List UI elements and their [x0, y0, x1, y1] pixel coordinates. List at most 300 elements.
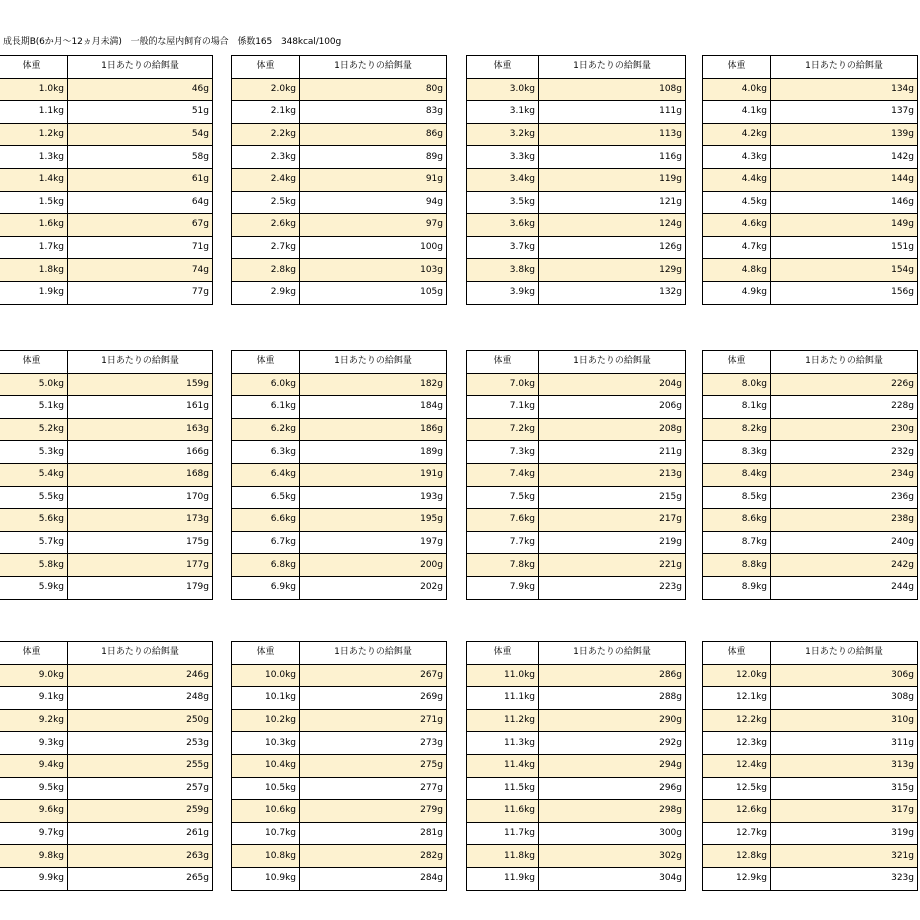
table-row: [703, 259, 918, 282]
weight-cell: 8.4kg: [703, 463, 771, 486]
weight-cell: 11.3kg: [467, 732, 539, 755]
amount-cell: 142g: [771, 146, 918, 169]
table-row: [703, 867, 918, 890]
weight-cell: 8.5kg: [703, 486, 771, 509]
feeding-table: [0, 55, 213, 305]
amount-cell: 279g: [300, 800, 447, 823]
table-row: [0, 687, 213, 710]
amount-cell: 200g: [300, 554, 447, 577]
table-row: [703, 554, 918, 577]
table-row: [0, 214, 213, 237]
weight-header: 体重: [232, 642, 300, 665]
amount-cell: 151g: [771, 236, 918, 259]
table-row: [703, 373, 918, 396]
weight-cell: 12.9kg: [703, 867, 771, 890]
amount-cell: 74g: [68, 259, 213, 282]
weight-cell: 7.0kg: [467, 373, 539, 396]
feeding-table: [466, 641, 686, 891]
amount-cell: 236g: [771, 486, 918, 509]
table-row: [467, 441, 686, 464]
table-row: [703, 191, 918, 214]
amount-cell: 105g: [300, 281, 447, 304]
amount-cell: 311g: [771, 732, 918, 755]
table-row: [0, 732, 213, 755]
table-row: [232, 554, 447, 577]
weight-cell: 5.3kg: [0, 441, 68, 464]
weight-cell: 2.2kg: [232, 123, 300, 146]
amount-cell: 323g: [771, 867, 918, 890]
feeding-table: [231, 55, 447, 305]
table-row: [232, 486, 447, 509]
table-row: [703, 531, 918, 554]
weight-cell: 3.0kg: [467, 78, 539, 101]
amount-cell: 313g: [771, 754, 918, 777]
weight-cell: 3.2kg: [467, 123, 539, 146]
amount-cell: 223g: [539, 576, 686, 599]
table-row: [703, 664, 918, 687]
amount-cell: 321g: [771, 845, 918, 868]
page-title: 成長期B(6か月～12ヵ月未満) 一般的な屋内飼育の場合 係数165 348kcal/100g: [3, 37, 342, 47]
amount-cell: 111g: [539, 101, 686, 124]
table-row: [467, 281, 686, 304]
table-row: [232, 664, 447, 687]
table-row: [232, 441, 447, 464]
weight-header: 体重: [467, 642, 539, 665]
amount-cell: 193g: [300, 486, 447, 509]
table-row: [232, 822, 447, 845]
weight-cell: 10.6kg: [232, 800, 300, 823]
table-row: [703, 281, 918, 304]
weight-cell: 8.2kg: [703, 418, 771, 441]
weight-header: 体重: [0, 642, 68, 665]
weight-cell: 6.2kg: [232, 418, 300, 441]
table-row: [0, 396, 213, 419]
amount-header: 1日あたりの給餌量: [771, 351, 918, 374]
table-row: [232, 101, 447, 124]
weight-cell: 8.8kg: [703, 554, 771, 577]
amount-header: 1日あたりの給餌量: [771, 56, 918, 79]
amount-cell: 154g: [771, 259, 918, 282]
table-row: [0, 78, 213, 101]
weight-cell: 5.7kg: [0, 531, 68, 554]
weight-cell: 8.3kg: [703, 441, 771, 464]
weight-cell: 9.7kg: [0, 822, 68, 845]
weight-cell: 5.8kg: [0, 554, 68, 577]
weight-cell: 4.9kg: [703, 281, 771, 304]
feeding-table: [702, 350, 918, 600]
amount-cell: 179g: [68, 576, 213, 599]
table-row: [467, 754, 686, 777]
amount-cell: 137g: [771, 101, 918, 124]
table-row: [467, 554, 686, 577]
table-row: [0, 709, 213, 732]
table-row: [0, 822, 213, 845]
table-row: [467, 373, 686, 396]
weight-cell: 11.6kg: [467, 800, 539, 823]
weight-cell: 9.8kg: [0, 845, 68, 868]
amount-cell: 126g: [539, 236, 686, 259]
table-row: [467, 576, 686, 599]
amount-cell: 197g: [300, 531, 447, 554]
table-row: [232, 373, 447, 396]
weight-cell: 2.6kg: [232, 214, 300, 237]
amount-cell: 184g: [300, 396, 447, 419]
amount-cell: 170g: [68, 486, 213, 509]
weight-cell: 4.0kg: [703, 78, 771, 101]
feeding-table: [231, 350, 447, 600]
weight-cell: 1.8kg: [0, 259, 68, 282]
amount-cell: 97g: [300, 214, 447, 237]
amount-cell: 177g: [68, 554, 213, 577]
table-row: [232, 168, 447, 191]
weight-cell: 1.5kg: [0, 191, 68, 214]
amount-cell: 281g: [300, 822, 447, 845]
feeding-table: [0, 641, 213, 891]
amount-cell: 221g: [539, 554, 686, 577]
amount-cell: 271g: [300, 709, 447, 732]
weight-cell: 3.8kg: [467, 259, 539, 282]
weight-cell: 6.8kg: [232, 554, 300, 577]
amount-cell: 71g: [68, 236, 213, 259]
amount-cell: 168g: [68, 463, 213, 486]
table-row: [232, 396, 447, 419]
amount-cell: 238g: [771, 509, 918, 532]
feeding-table: [231, 641, 447, 891]
amount-cell: 310g: [771, 709, 918, 732]
table-row: [703, 754, 918, 777]
weight-cell: 6.1kg: [232, 396, 300, 419]
amount-header: 1日あたりの給餌量: [771, 642, 918, 665]
weight-cell: 10.5kg: [232, 777, 300, 800]
amount-cell: 226g: [771, 373, 918, 396]
table-row: [703, 236, 918, 259]
weight-cell: 9.4kg: [0, 754, 68, 777]
amount-cell: 166g: [68, 441, 213, 464]
amount-cell: 308g: [771, 687, 918, 710]
amount-cell: 265g: [68, 867, 213, 890]
weight-cell: 9.0kg: [0, 664, 68, 687]
weight-header: 体重: [703, 56, 771, 79]
amount-cell: 182g: [300, 373, 447, 396]
weight-cell: 6.3kg: [232, 441, 300, 464]
table-row: [232, 146, 447, 169]
table-row: [467, 845, 686, 868]
amount-cell: 149g: [771, 214, 918, 237]
table-row: [467, 867, 686, 890]
amount-cell: 189g: [300, 441, 447, 464]
weight-cell: 4.8kg: [703, 259, 771, 282]
table-row: [703, 441, 918, 464]
table-row: [467, 259, 686, 282]
table-row: [0, 101, 213, 124]
amount-cell: 250g: [68, 709, 213, 732]
weight-cell: 7.2kg: [467, 418, 539, 441]
amount-cell: 248g: [68, 687, 213, 710]
table-row: [0, 554, 213, 577]
amount-cell: 282g: [300, 845, 447, 868]
weight-cell: 7.8kg: [467, 554, 539, 577]
amount-cell: 298g: [539, 800, 686, 823]
table-row: [467, 800, 686, 823]
amount-cell: 103g: [300, 259, 447, 282]
weight-cell: 7.1kg: [467, 396, 539, 419]
amount-cell: 304g: [539, 867, 686, 890]
weight-cell: 12.2kg: [703, 709, 771, 732]
amount-cell: 195g: [300, 509, 447, 532]
table-row: [0, 441, 213, 464]
amount-cell: 124g: [539, 214, 686, 237]
weight-cell: 6.4kg: [232, 463, 300, 486]
amount-cell: 129g: [539, 259, 686, 282]
feeding-table: [466, 55, 686, 305]
weight-cell: 6.0kg: [232, 373, 300, 396]
weight-cell: 10.3kg: [232, 732, 300, 755]
weight-cell: 4.4kg: [703, 168, 771, 191]
weight-cell: 8.7kg: [703, 531, 771, 554]
table-row: [467, 236, 686, 259]
table-row: [232, 259, 447, 282]
weight-cell: 1.6kg: [0, 214, 68, 237]
weight-cell: 7.3kg: [467, 441, 539, 464]
amount-cell: 58g: [68, 146, 213, 169]
weight-cell: 1.9kg: [0, 281, 68, 304]
table-row: [0, 664, 213, 687]
amount-cell: 202g: [300, 576, 447, 599]
weight-cell: 3.9kg: [467, 281, 539, 304]
amount-cell: 228g: [771, 396, 918, 419]
weight-cell: 11.9kg: [467, 867, 539, 890]
weight-cell: 5.1kg: [0, 396, 68, 419]
weight-cell: 5.0kg: [0, 373, 68, 396]
table-row: [703, 214, 918, 237]
table-row: [232, 123, 447, 146]
amount-cell: 206g: [539, 396, 686, 419]
weight-cell: 9.9kg: [0, 867, 68, 890]
weight-cell: 1.3kg: [0, 146, 68, 169]
weight-cell: 1.1kg: [0, 101, 68, 124]
table-row: [0, 800, 213, 823]
table-row: [232, 78, 447, 101]
table-row: [467, 214, 686, 237]
amount-cell: 204g: [539, 373, 686, 396]
amount-header: 1日あたりの給餌量: [68, 642, 213, 665]
table-row: [232, 214, 447, 237]
amount-header: 1日あたりの給餌量: [68, 56, 213, 79]
amount-cell: 67g: [68, 214, 213, 237]
weight-cell: 2.9kg: [232, 281, 300, 304]
weight-cell: 3.7kg: [467, 236, 539, 259]
weight-cell: 9.3kg: [0, 732, 68, 755]
amount-cell: 302g: [539, 845, 686, 868]
table-row: [467, 191, 686, 214]
amount-cell: 257g: [68, 777, 213, 800]
amount-cell: 146g: [771, 191, 918, 214]
table-row: [467, 463, 686, 486]
weight-cell: 12.1kg: [703, 687, 771, 710]
feeding-table: [702, 55, 918, 305]
table-row: [0, 486, 213, 509]
weight-cell: 11.1kg: [467, 687, 539, 710]
table-row: [703, 777, 918, 800]
weight-cell: 12.5kg: [703, 777, 771, 800]
weight-cell: 10.9kg: [232, 867, 300, 890]
weight-cell: 10.8kg: [232, 845, 300, 868]
table-row: [0, 845, 213, 868]
table-row: [232, 845, 447, 868]
table-row: [703, 123, 918, 146]
amount-cell: 175g: [68, 531, 213, 554]
weight-cell: 4.6kg: [703, 214, 771, 237]
table-row: [0, 259, 213, 282]
weight-cell: 12.8kg: [703, 845, 771, 868]
amount-cell: 261g: [68, 822, 213, 845]
table-row: [467, 732, 686, 755]
amount-cell: 213g: [539, 463, 686, 486]
table-row: [467, 822, 686, 845]
amount-cell: 89g: [300, 146, 447, 169]
weight-cell: 4.1kg: [703, 101, 771, 124]
amount-cell: 286g: [539, 664, 686, 687]
amount-cell: 91g: [300, 168, 447, 191]
amount-cell: 253g: [68, 732, 213, 755]
amount-header: 1日あたりの給餌量: [539, 56, 686, 79]
weight-cell: 2.4kg: [232, 168, 300, 191]
weight-cell: 5.4kg: [0, 463, 68, 486]
weight-cell: 8.9kg: [703, 576, 771, 599]
amount-cell: 259g: [68, 800, 213, 823]
weight-cell: 5.6kg: [0, 509, 68, 532]
table-row: [467, 531, 686, 554]
amount-cell: 246g: [68, 664, 213, 687]
amount-cell: 263g: [68, 845, 213, 868]
weight-cell: 8.0kg: [703, 373, 771, 396]
amount-header: 1日あたりの給餌量: [68, 351, 213, 374]
amount-cell: 86g: [300, 123, 447, 146]
table-row: [703, 800, 918, 823]
weight-cell: 3.4kg: [467, 168, 539, 191]
weight-cell: 11.5kg: [467, 777, 539, 800]
weight-cell: 1.4kg: [0, 168, 68, 191]
table-row: [232, 709, 447, 732]
weight-cell: 7.7kg: [467, 531, 539, 554]
table-row: [0, 168, 213, 191]
amount-cell: 277g: [300, 777, 447, 800]
weight-cell: 8.1kg: [703, 396, 771, 419]
table-row: [232, 281, 447, 304]
table-row: [0, 531, 213, 554]
table-row: [232, 418, 447, 441]
weight-cell: 2.1kg: [232, 101, 300, 124]
table-row: [703, 822, 918, 845]
table-row: [232, 800, 447, 823]
table-row: [232, 576, 447, 599]
amount-header: 1日あたりの給餌量: [539, 351, 686, 374]
table-row: [703, 396, 918, 419]
feeding-table: [0, 350, 213, 600]
amount-cell: 94g: [300, 191, 447, 214]
amount-cell: 173g: [68, 509, 213, 532]
amount-cell: 273g: [300, 732, 447, 755]
weight-cell: 6.6kg: [232, 509, 300, 532]
table-row: [467, 777, 686, 800]
amount-cell: 139g: [771, 123, 918, 146]
table-row: [703, 845, 918, 868]
amount-cell: 267g: [300, 664, 447, 687]
amount-cell: 232g: [771, 441, 918, 464]
amount-cell: 294g: [539, 754, 686, 777]
weight-cell: 8.6kg: [703, 509, 771, 532]
weight-cell: 12.6kg: [703, 800, 771, 823]
table-row: [0, 281, 213, 304]
weight-cell: 10.0kg: [232, 664, 300, 687]
weight-cell: 11.0kg: [467, 664, 539, 687]
weight-cell: 12.3kg: [703, 732, 771, 755]
weight-cell: 11.8kg: [467, 845, 539, 868]
weight-cell: 5.5kg: [0, 486, 68, 509]
weight-cell: 4.7kg: [703, 236, 771, 259]
table-row: [232, 754, 447, 777]
weight-cell: 9.2kg: [0, 709, 68, 732]
amount-cell: 83g: [300, 101, 447, 124]
amount-header: 1日あたりの給餌量: [300, 642, 447, 665]
amount-cell: 217g: [539, 509, 686, 532]
weight-cell: 7.6kg: [467, 509, 539, 532]
table-row: [703, 463, 918, 486]
table-row: [703, 418, 918, 441]
table-row: [703, 146, 918, 169]
table-row: [467, 168, 686, 191]
weight-cell: 3.3kg: [467, 146, 539, 169]
amount-cell: 255g: [68, 754, 213, 777]
table-row: [703, 687, 918, 710]
weight-cell: 12.4kg: [703, 754, 771, 777]
weight-cell: 6.9kg: [232, 576, 300, 599]
table-row: [0, 754, 213, 777]
table-row: [467, 709, 686, 732]
weight-cell: 11.2kg: [467, 709, 539, 732]
table-row: [467, 101, 686, 124]
weight-cell: 11.4kg: [467, 754, 539, 777]
table-row: [703, 509, 918, 532]
weight-cell: 10.7kg: [232, 822, 300, 845]
table-row: [0, 191, 213, 214]
weight-header: 体重: [0, 56, 68, 79]
amount-cell: 61g: [68, 168, 213, 191]
amount-cell: 156g: [771, 281, 918, 304]
amount-cell: 116g: [539, 146, 686, 169]
table-row: [232, 777, 447, 800]
amount-cell: 244g: [771, 576, 918, 599]
table-row: [0, 236, 213, 259]
amount-cell: 46g: [68, 78, 213, 101]
weight-cell: 2.8kg: [232, 259, 300, 282]
amount-cell: 306g: [771, 664, 918, 687]
amount-cell: 296g: [539, 777, 686, 800]
feeding-table: [702, 641, 918, 891]
amount-cell: 317g: [771, 800, 918, 823]
weight-cell: 9.6kg: [0, 800, 68, 823]
weight-header: 体重: [232, 351, 300, 374]
amount-cell: 163g: [68, 418, 213, 441]
table-row: [703, 168, 918, 191]
weight-cell: 2.5kg: [232, 191, 300, 214]
amount-header: 1日あたりの給餌量: [539, 642, 686, 665]
amount-cell: 119g: [539, 168, 686, 191]
weight-cell: 3.5kg: [467, 191, 539, 214]
table-row: [0, 123, 213, 146]
amount-cell: 284g: [300, 867, 447, 890]
table-row: [0, 867, 213, 890]
